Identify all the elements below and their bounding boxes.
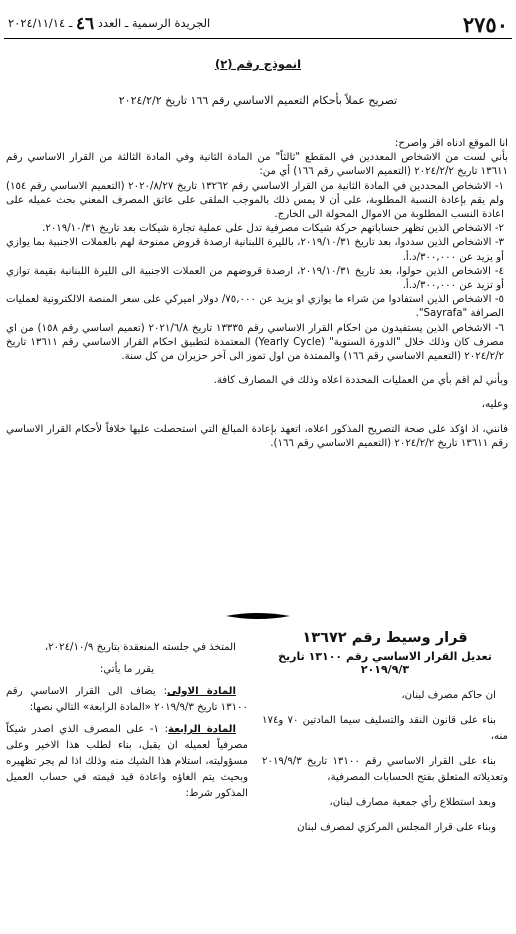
intro-paragraph: بأني لست من الاشخاص المعددين في المقطع "ثالثاً" من المادة الثانية وفي المادة الثالثة من القرار الاساسي رقم ١٣٦١١ تاريخ ٢٠٢٤/٢/٢ (التعميم الاساسي رقم ١٦٦) أي من:	[6, 152, 508, 178]
preamble-line: وبناء على قرار المجلس المركزي لمصرف لبنان	[297, 822, 496, 833]
list-item: ٢- الاشخاص الذين تظهر حساباتهم حركة شيكات مصرفية تدل على عملية تجارة شيكات بعد تاريخ ٢٠١٩/١٠/٣١.	[42, 223, 504, 235]
header-rule	[4, 38, 512, 39]
list-item: ٦- الاشخاص الذين يستفيدون من احكام القرار الاساسي رقم ١٣٣٣٥ تاريخ ٢٠٢١/٦/٨ (تعميم اساسي رقم ١٥٨) من اي مصرف كان وذلك خلال "الدورة السنوية" (Yearly Cycle) المعتمدة لتطبيق احكام القرار الاساسي رقم ١٣٦١١ تاريخ ٢٠٢٤/٢/٢ (التعميم الاساسي رقم ١٦٦) والممتدة من اول تموز الى آخر حزيران من كل سنة.	[6, 322, 504, 363]
declaration-body	[6, 137, 508, 451]
session-line: المتخذ في جلسته المنعقدة بتاريخ ٢٠٢٤/١٠/٩،	[44, 642, 236, 653]
declaration-title: تصريح عملاً بأحكام التعميم الاساسي رقم ١٦٦ تاريخ ٢٠٢٤/٢/٢	[118, 94, 398, 107]
preamble-line: وبعد استطلاع رأي جمعية مصارف لبنان،	[329, 797, 496, 808]
article-4	[6, 722, 248, 802]
gazette-header	[8, 14, 210, 34]
decision-right-column	[262, 630, 508, 845]
decides-line: يقرر ما يأتي:	[99, 664, 155, 675]
gazette-name: الجريدة الرسمية ـ العدد	[97, 16, 211, 30]
article-1	[6, 684, 248, 716]
article-1-text: : يضاف الى القرار الاساسي رقم ١٣١٠٠ تاريخ ٢٠١٩/٩/٣ «المادة الرابعة» التالي نصها:	[6, 686, 248, 713]
statement-undertaking: فانني، اذ اؤكد على صحة التصريح المذكور اعلاه، اتعهد بإعادة المبالغ التي استحصلت عليها خلافاً لأحكام القرار الاساسي رقم ١٣٦١١ تاريخ ٢٠٢٤/٢/٢ (التعميم الاساسي رقم ١٦٦).	[6, 423, 508, 449]
section-divider	[226, 611, 290, 621]
page-number: ٢٧٥٠	[462, 12, 508, 37]
decision-left-column	[6, 640, 248, 808]
decision-subtitle: تعديل القرار الاساسي رقم ١٣١٠٠ تاريخ ٢٠١٩/٩/٣	[278, 650, 492, 676]
preamble-line: بناء على القرار الاساسي رقم ١٣١٠٠ تاريخ ٢٠١٩/٩/٣ وتعديلاته المتعلق بفتح الحسابات المصرفية،	[262, 756, 508, 783]
list-item: ٣- الاشخاص الذين سددوا، بعد تاريخ ٢٠١٩/١٠/٣١، بالليرة اللبنانية ارصدة قروض ممنوحة لهم بالعملات الاجنبية بما يوازي أو يزيد عن ٣٠٠,٠٠٠/د.أ.	[6, 237, 504, 263]
issue-number: ٤٦	[75, 14, 95, 34]
preamble-line: ان حاكم مصرف لبنان،	[401, 690, 496, 701]
form-title: انموذج رقم (٢)	[214, 57, 302, 71]
intro-line: انا الموقع ادناه اقر واصرح:	[394, 138, 508, 149]
statement-therefore: وعليه،	[481, 399, 508, 411]
issue-date: ـ ٢٠٢٤/١١/١٤	[8, 16, 73, 30]
preamble-line: بناء على قانون النقد والتسليف سيما المادتين ٧٠ و١٧٤ منه،	[262, 715, 508, 742]
list-item: ٤- الاشخاص الذين حولوا، بعد تاريخ ٢٠١٩/١٠/٣١، ارصدة قروضهم من العملات الاجنبية الى الليرة اللبنانية بقيمة توازي أو تزيد عن ٣٠٠,٠٠٠/د.أ.	[6, 265, 505, 292]
decision-title: قرار وسيط رقم ١٣٦٧٢	[302, 630, 468, 646]
list-item: ١- الاشخاص المحددين في المادة الثانية من القرار الاساسي رقم ١٣٢٦٢ تاريخ ٢٠٢٠/٨/٢٧ (التعميم الاساسي رقم ١٥٤) ولم يقم بإعادة النسبة المطلوبة، على أن لا يمس ذلك بالموجب الملقى على عاتق المصرف المعني بحث عميله على اعادة النسب المطلوبة من الاموال المحولة الى الخارج.	[6, 180, 504, 221]
list-item: ٥- الاشخاص الذين استفادوا من شراء ما يوازي او يزيد عن ٧٥,٠٠٠/ دولار اميركي على سعر المنصة الالكترونية لعمليات الصرافة "Sayrafa".	[6, 294, 504, 320]
article-4-label: المادة الرابعة	[168, 724, 236, 735]
article-4-text: : ١- على المصرف الذي اصدر شيكاً مصرفياً لعميله ان يقبل، بناء لطلب هذا الاخير وعلى مسؤوليته، استلام هذا الشيك منه وذلك اذا لم يجر تظهيره وبحيث يتم الغاؤه واعادة قيد قيمته في حساب العميل المذكور شرط:	[6, 724, 248, 799]
statement-operations: وبأني لم اقم بأي من العمليات المحددة اعلاه وذلك في المصارف كافة.	[213, 375, 508, 387]
article-1-label: المادة الاولى	[167, 686, 236, 697]
